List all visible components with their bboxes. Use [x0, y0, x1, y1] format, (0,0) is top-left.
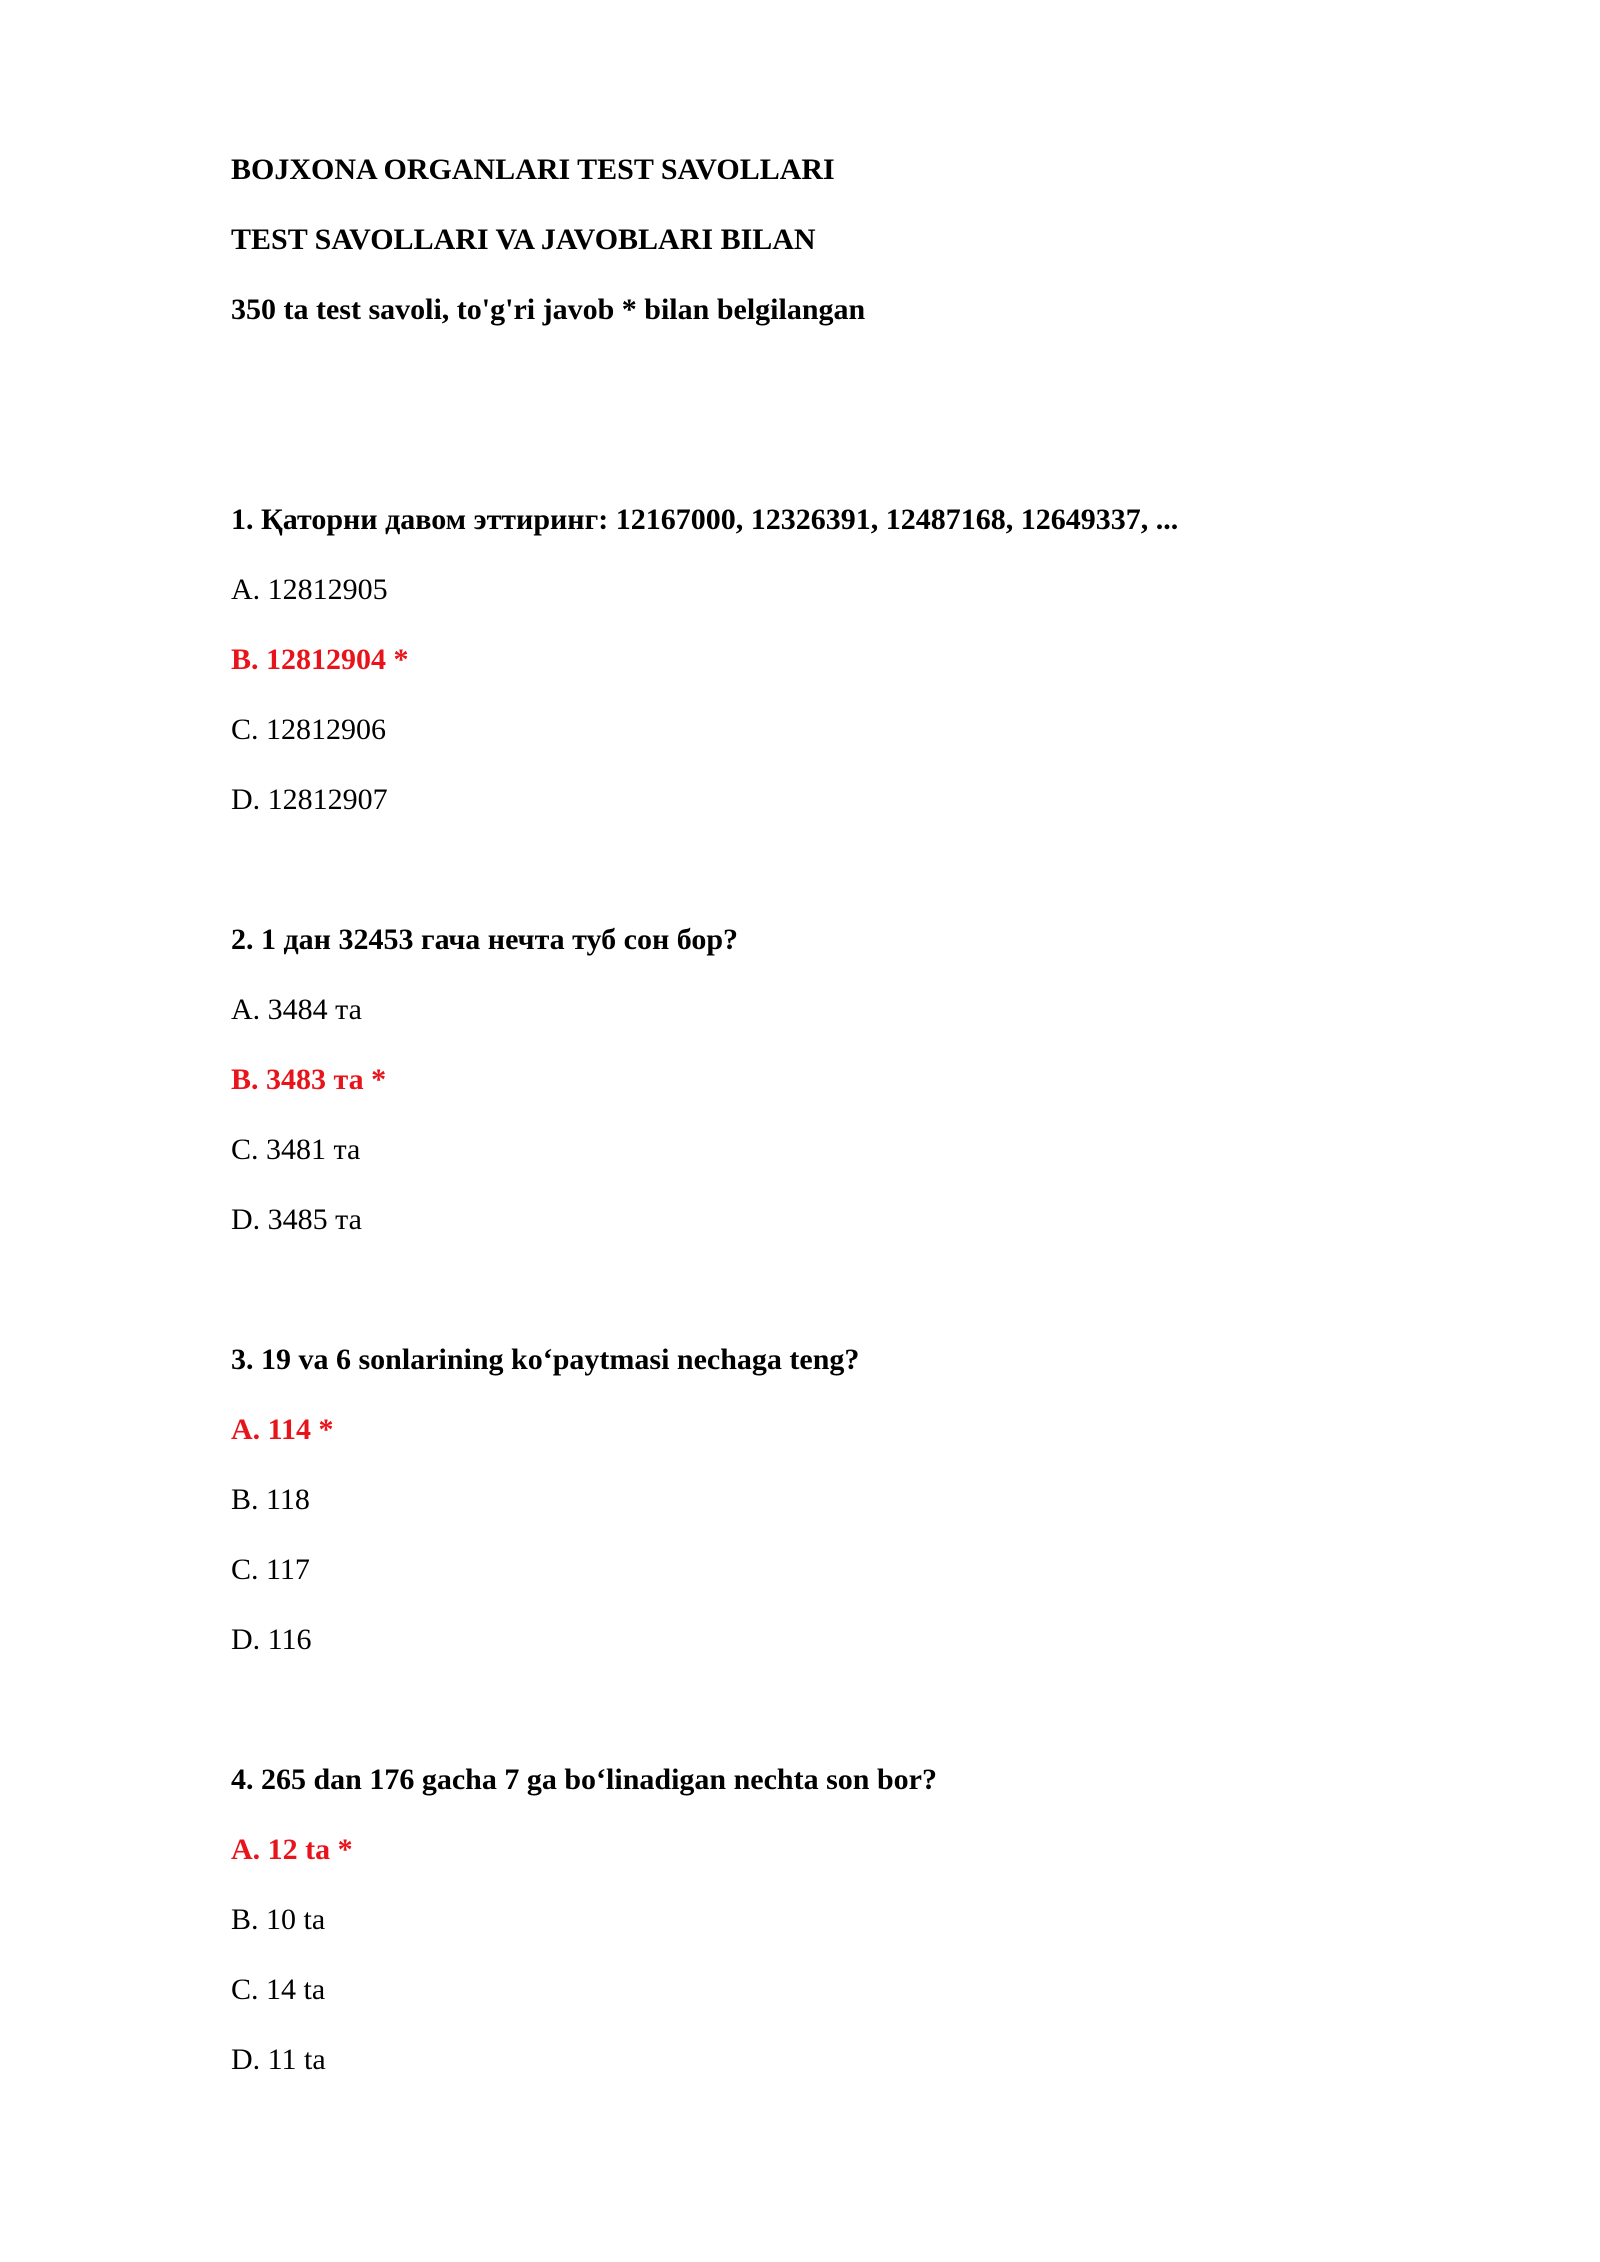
question-3-text: 3. 19 va 6 sonlarining koʻpaytmasi nechaga teng?: [231, 1343, 860, 1376]
question-1-option-d: D. 12812907: [231, 783, 388, 816]
question-3-option-b: B. 118: [231, 1483, 310, 1516]
question-1-option-c: C. 12812906: [231, 713, 387, 746]
question-4-option-d: D. 11 ta: [231, 2043, 326, 2076]
document-title: BOJXONA ORGANLARI TEST SAVOLLARI: [231, 153, 835, 186]
question-2-text: 2. 1 дан 32453 гача нечта туб сон бор?: [231, 923, 739, 956]
question-4-option-a-correct: A. 12 ta *: [231, 1833, 353, 1866]
question-3-option-d: D. 116: [231, 1623, 312, 1656]
question-2-option-b-correct: B. 3483 та *: [231, 1063, 387, 1096]
question-1-option-b-correct: B. 12812904 *: [231, 643, 409, 676]
question-2-option-d: D. 3485 та: [231, 1203, 362, 1236]
question-1-text: 1. Қаторни давом эттиринг: 12167000, 12326391, 12487168, 12649337, ...: [231, 503, 1179, 536]
document-subtitle: TEST SAVOLLARI VA JAVOBLARI BILAN: [231, 223, 816, 256]
question-2-option-a: A. 3484 та: [231, 993, 362, 1026]
question-4-option-c: C. 14 ta: [231, 1973, 326, 2006]
question-4-text: 4. 265 dan 176 gacha 7 ga boʻlinadigan nechta son bor?: [231, 1763, 937, 1796]
document-note: 350 ta test savoli, to'g'ri javob * bilan belgilangan: [231, 293, 866, 326]
question-3-option-c: C. 117: [231, 1553, 310, 1586]
question-1-option-a: A. 12812905: [231, 573, 388, 606]
question-2-option-c: C. 3481 та: [231, 1133, 361, 1166]
question-4-option-b: B. 10 ta: [231, 1903, 326, 1936]
question-3-option-a-correct: A. 114 *: [231, 1413, 334, 1446]
